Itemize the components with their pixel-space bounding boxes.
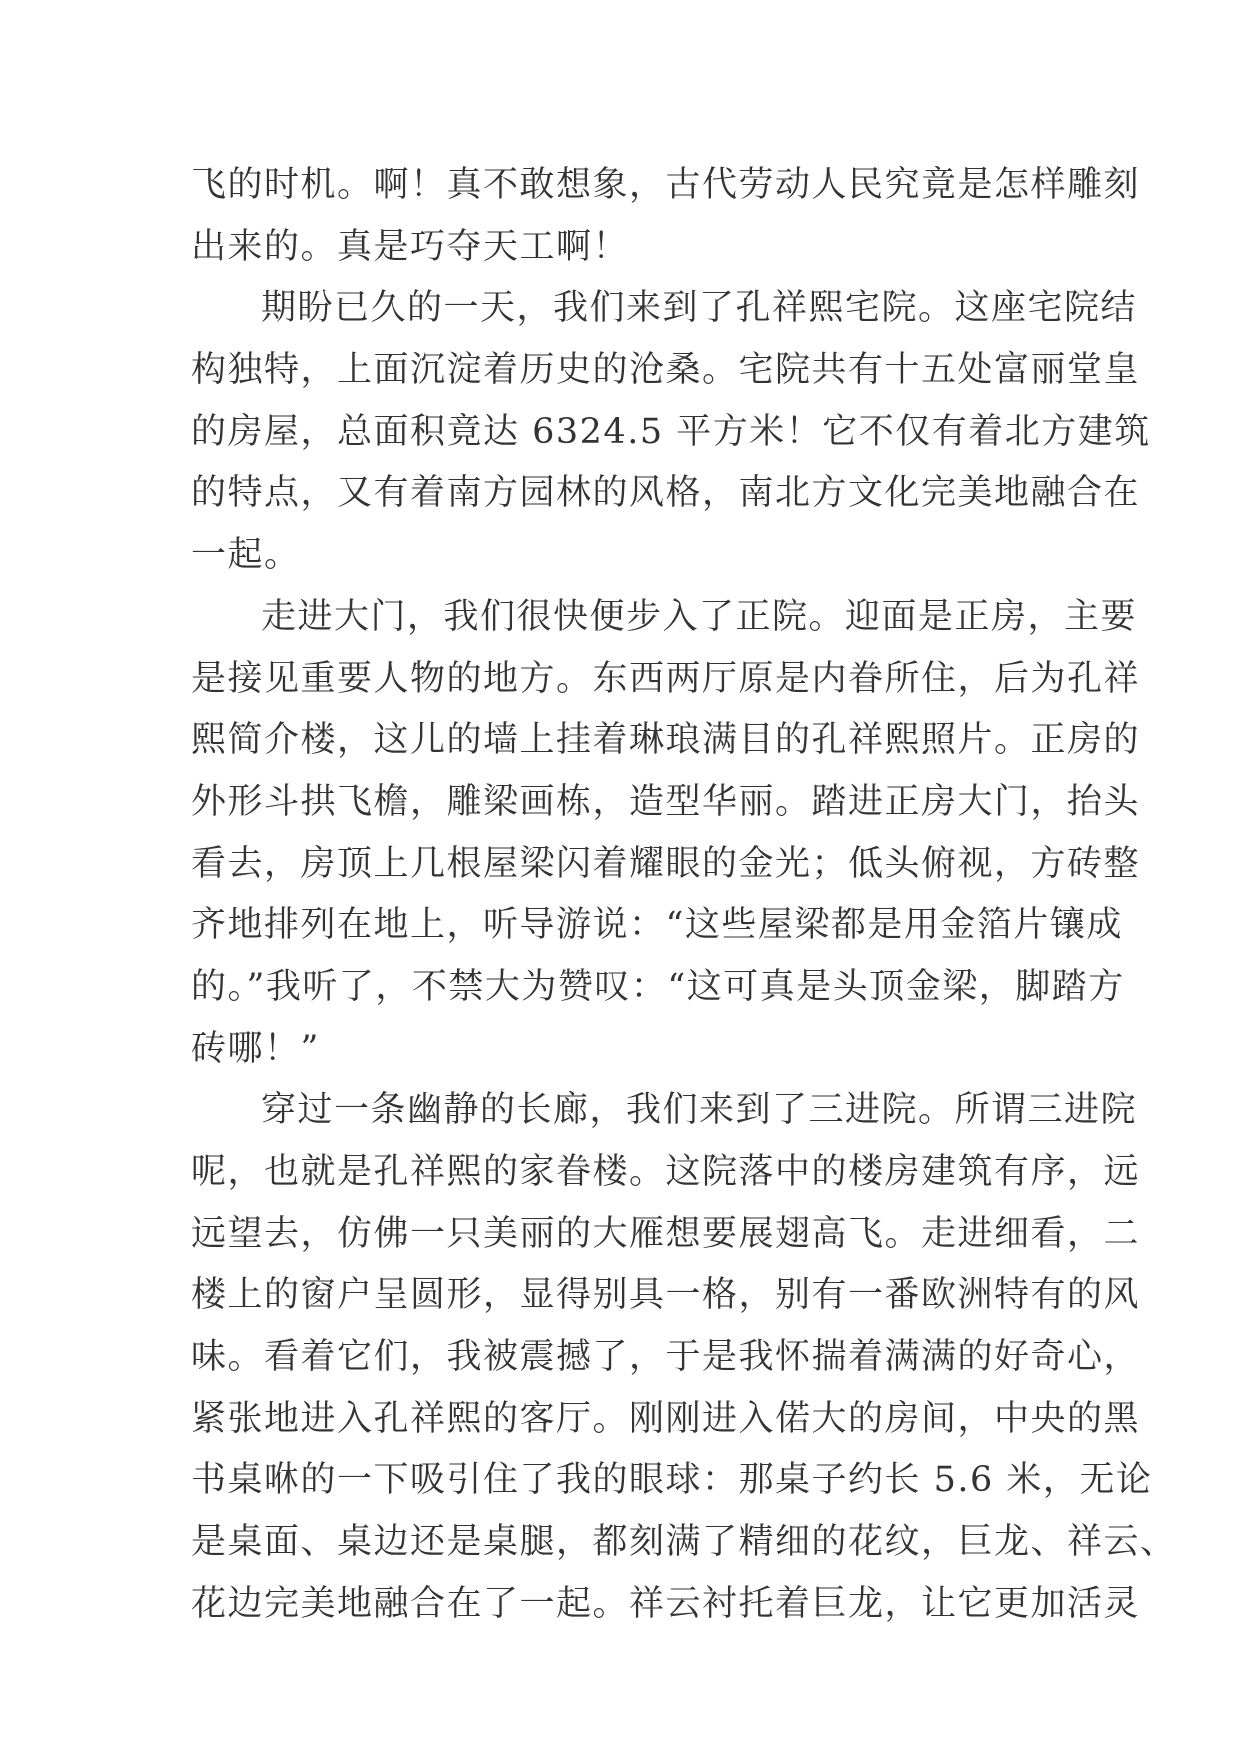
text-line: 看去，房顶上几根屋梁闪着耀眼的金光；低头俯视，方砖整 — [191, 843, 1141, 884]
text-line: 书桌咻的一下吸引住了我的眼球：那桌子约长 5.6 米，无论 — [191, 1460, 1153, 1501]
text-line: 的房屋，总面积竟达 6324.5 平方米！它不仅有着北方建筑 — [191, 411, 1151, 452]
text-line: 花边完美地融合在了一起。祥云衬托着巨龙，让它更加活灵 — [191, 1583, 1141, 1624]
text-line: 熙简介楼，这儿的墙上挂着琳琅满目的孔祥熙照片。正房的 — [191, 720, 1141, 761]
paragraph-start-line: 穿过一条幽静的长廊，我们来到了三进院。所谓三进院 — [261, 1090, 1138, 1131]
text-line: 是接见重要人物的地方。东西两厅原是内眷所住，后为孔祥 — [191, 658, 1141, 699]
text-line: 远望去，仿佛一只美丽的大雁想要展翅高飞。走进细看，二 — [191, 1213, 1141, 1254]
text-line: 味。看着它们，我被震撼了，于是我怀揣着满满的好奇心， — [191, 1337, 1141, 1378]
text-line: 构独特，上面沉淀着历史的沧桑。宅院共有十五处富丽堂皇 — [191, 350, 1141, 391]
text-line: 紧张地进入孔祥熙的客厅。刚刚进入偌大的房间，中央的黑 — [191, 1398, 1141, 1439]
body-text — [191, 155, 1177, 1636]
text-line: 飞的时机。啊！真不敢想象，古代劳动人民究竟是怎样雕刻 — [191, 165, 1141, 205]
text-line: 出来的。真是巧夺天工啊！ — [191, 226, 630, 267]
text-line: 是桌面、桌边还是桌腿，都刻满了精细的花纹，巨龙、祥云、 — [191, 1522, 1177, 1563]
text-line: 的。”我听了，不禁大为赞叹：“这可真是头顶金梁，脚踏方 — [191, 966, 1125, 1007]
text-line: 呢，也就是孔祥熙的家眷楼。这院落中的楼房建筑有序，远 — [191, 1152, 1141, 1192]
text-line: 齐地排列在地上，听导游说：“这些屋梁都是用金箔片镶成 — [191, 905, 1123, 946]
text-line: 的特点，又有着南方园林的风格，南北方文化完美地融合在 — [191, 473, 1141, 514]
text-line: 一起。 — [191, 535, 301, 576]
paragraph-start-line: 期盼已久的一天，我们来到了孔祥熙宅院。这座宅院结 — [261, 288, 1138, 329]
text-line: 楼上的窗户呈圆形，显得别具一格，别有一番欧洲特有的风 — [191, 1275, 1141, 1316]
paragraph-start-line: 走进大门，我们很快便步入了正院。迎面是正房，主要 — [261, 596, 1138, 637]
text-line: 砖哪！” — [191, 1028, 320, 1069]
text-line: 外形斗拱飞檐，雕梁画栋，造型华丽。踏进正房大门，抬头 — [191, 781, 1141, 822]
